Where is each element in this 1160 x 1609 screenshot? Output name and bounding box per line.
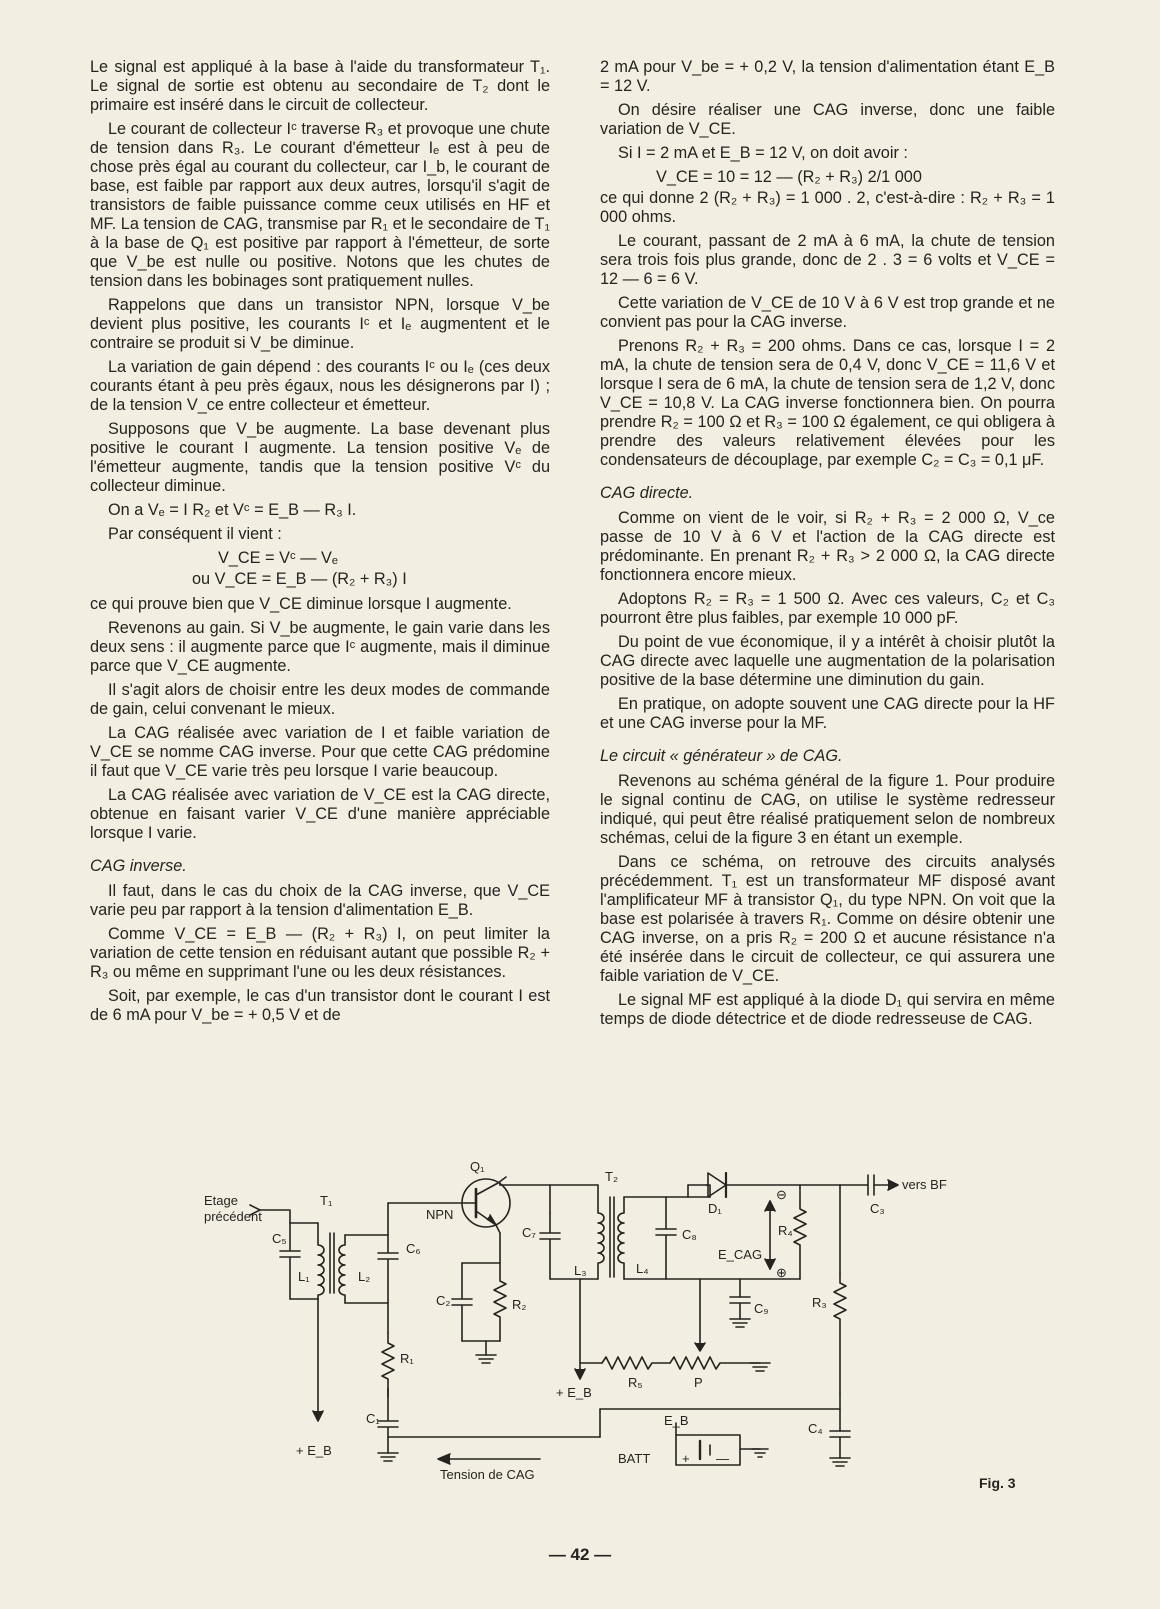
arrow-down-icon — [765, 1259, 775, 1269]
label-l1: L₁ — [298, 1269, 310, 1284]
equation: On a Vₑ = I R₂ et Vᶜ = E_B — R₃ I. — [108, 501, 357, 519]
paragraph: Le courant de collecteur Iᶜ traverse R₃ et provoque une chute de tension dans R₃. Le courant d'émetteur Iₑ est à peu de chose près égal au courant du collecteur, car I_b, le courant de base, est faible par rapport aux deux autres, lorsqu'il s'agit de transistors de faible puissance comme ceux utilisés en HF et MF. La tension de CAG, transmise par R₁ et le secondaire de T₁ à la base de Q₁ est positive par rapport à l'émetteur, de sorte que V_be est nulle ou positive. Notons que les chutes de tension dans les bobinages sont pratiquement nulles. — [90, 120, 550, 290]
label-c6: C₆ — [406, 1241, 421, 1256]
inductor-l1 — [318, 1223, 324, 1299]
paragraph: Comme V_CE = E_B — (R₂ + R₃) I, on peut limiter la variation de cette tension en réduisant autant que possible R₂ + R₃ ou même en supprimant l'une ou les deux résistances. — [90, 925, 550, 981]
paragraph: Il faut, dans le cas du choix de la CAG inverse, que V_CE varie peu par rapport à la tension d'alimentation E_B. — [90, 882, 550, 919]
arrow-down-icon — [575, 1369, 585, 1379]
label-c2: C₂ — [436, 1293, 451, 1308]
equation: ou V_CE = E_B — (R₂ + R₃) I — [192, 570, 407, 588]
capacitor-c2 — [452, 1263, 472, 1341]
transistor-emitter — [476, 1211, 500, 1233]
paragraph: La CAG réalisée avec variation de V_CE est la CAG directe, obtenue en faisant varier V_CE d'une manière appréciable lorsque I varie. — [90, 786, 550, 842]
paragraph: Le signal MF est appliqué à la diode D₁ qui servira en même temps de diode détectrice et de diode redresseuse de CAG. — [600, 991, 1055, 1028]
paragraph: Dans ce schéma, on retrouve des circuits analysés précédemment. T₁ est un transformateur MF disposé avant l'amplificateur MF à transistor Q₁, du type NPN. On voit que la base est polarisée à travers R₁. Comme on désire obtenir une CAG inverse, on a pris R₂ = 200 Ω et aucune résistance n'a été insérée dans le circuit de collecteur, ce qui assurera une faible variation de V_CE. — [600, 853, 1055, 985]
resistor-r3 — [834, 1273, 846, 1393]
output-arrow-icon — [888, 1180, 898, 1190]
resistor-r1 — [382, 1333, 394, 1389]
ground-icon — [750, 1363, 770, 1371]
label-c3: C₃ — [870, 1201, 885, 1216]
wire — [260, 1210, 290, 1223]
label-tension-cag: Tension de CAG — [440, 1467, 535, 1482]
capacitor-c6 — [378, 1235, 398, 1303]
text-column-right — [600, 58, 1055, 1034]
paragraph: Rappelons que dans un transistor NPN, lorsque V_be devient plus positive, les courants Iᶜ et Iₑ augmentent et le contraire se produit si V_be diminue. — [90, 296, 550, 352]
arrow-left-icon — [438, 1454, 450, 1464]
potentiometer-p — [670, 1357, 760, 1369]
paragraph: Revenons au gain. Si V_be augmente, le gain varie dans les deux sens : il augmente parce que Iᶜ augmente, mais il diminue parce que V_CE augmente. — [90, 619, 550, 675]
paragraph: Adoptons R₂ = R₃ = 1 500 Ω. Avec ces valeurs, C₂ et C₃ pourront être plus faibles, par exemple 10 000 pF. — [600, 590, 1055, 627]
label-minus-sign: ⊖ — [776, 1187, 787, 1202]
label-r4: R₄ — [778, 1223, 793, 1238]
resistor-r5 — [602, 1357, 670, 1369]
paragraph: En pratique, on adopte souvent une CAG directe pour la HF et une CAG inverse pour la MF. — [600, 695, 1055, 732]
label-plus-sign: ⊕ — [776, 1265, 787, 1280]
paragraph: Soit, par exemple, le cas d'un transistor dont le courant I est de 6 mA pour V_be = + 0,5 V et de — [90, 987, 550, 1024]
equation: V_CE = 10 = 12 — (R₂ + R₃) 2/1 000 — [656, 168, 922, 186]
label-r5: R₅ — [628, 1375, 643, 1390]
arrow-up-icon — [765, 1201, 775, 1211]
ground-icon — [752, 1449, 768, 1457]
paragraph: ce qui prouve bien que V_CE diminue lorsque I augmente. — [90, 595, 512, 613]
figure-caption: Fig. 3 — [979, 1475, 1016, 1491]
label-r2: R₂ — [512, 1297, 527, 1312]
label-c1: C₁ — [366, 1411, 380, 1426]
label-c9: C₉ — [754, 1301, 769, 1316]
paragraph: On désire réaliser une CAG inverse, donc une faible variation de V_CE. — [600, 101, 1055, 138]
label-npn: NPN — [426, 1207, 454, 1222]
paragraph: Il s'agit alors de choisir entre les deux modes de commande de gain, celui convenant le mieux. — [90, 681, 550, 718]
paragraph: Prenons R₂ + R₃ = 200 ohms. Dans ce cas, lorsque I = 2 mA, la chute de tension sera de 0,4 V, donc V_CE = 11,6 V et lorsque I sera de 6 mA, la chute de tension sera de 1,2 V, donc V_CE = 10,8 V. La CAG inverse fonctionnera bien. On pourra prendre R₂ = 100 Ω et R₃ = 100 Ω également, ce qui obligera à prendre des valeurs relativement élevées pour les condensateurs de découplage, par exemple C₂ = C₃ = 0,1 μF. — [600, 337, 1055, 469]
capacitor-c8 — [656, 1197, 676, 1279]
inductor-l2 — [339, 1235, 345, 1303]
capacitor-c7 — [540, 1213, 560, 1279]
ground-icon — [378, 1453, 398, 1461]
label-eb-batt: E_B — [664, 1413, 689, 1428]
paragraph: Le signal est appliqué à la base à l'aide du transformateur T₁. Le signal de sortie est obtenu au secondaire de T₂ dont le primaire est inséré dans le circuit de collecteur. — [90, 58, 550, 114]
label-c7: C₇ — [522, 1225, 536, 1240]
resistor-r2 — [494, 1263, 506, 1341]
label-r3: R₃ — [812, 1295, 827, 1310]
paragraph: Le courant, passant de 2 mA à 6 mA, la chute de tension sera trois fois plus grande, donc de 2 . 3 = 6 volts et V_CE = 12 — 6 = 6 V. — [600, 232, 1055, 288]
text-column-left — [90, 58, 550, 1030]
paragraph: Par conséquent il vient : — [108, 525, 282, 543]
equation: V_CE = Vᶜ — Vₑ — [218, 549, 338, 567]
capacitor-c1 — [378, 1389, 398, 1453]
paragraph: La variation de gain dépend : des courants Iᶜ ou Iₑ (ces deux courants étant à peu près égaux, nous les désignerons par I) ; de la tension V_ce entre collecteur et émetteur. — [90, 358, 550, 414]
paragraph: ce qui donne 2 (R₂ + R₃) = 1 000 . 2, c'est-à-dire : R₂ + R₃ = 1 000 ohms. — [600, 189, 1055, 226]
label-batt-plus: + — [682, 1451, 690, 1466]
capacitor-c4 — [830, 1431, 850, 1458]
circuit-schematic — [200, 1159, 1000, 1523]
label-etage: Etage — [204, 1193, 238, 1208]
label-l3: L₃ — [574, 1263, 587, 1278]
capacitor-c9 — [730, 1297, 750, 1319]
label-q1: Q₁ — [470, 1159, 485, 1174]
label-eb-mid: + E_B — [556, 1385, 592, 1400]
section-heading: Le circuit « générateur » de CAG. — [600, 747, 843, 765]
label-d1: D₁ — [708, 1201, 722, 1216]
label-l4: L₄ — [636, 1261, 649, 1276]
label-c4: C₄ — [808, 1421, 823, 1436]
label-eb-left: + E_B — [296, 1443, 332, 1458]
ground-icon — [830, 1458, 850, 1466]
ground-icon — [476, 1355, 496, 1363]
inductor-l4 — [618, 1197, 624, 1279]
paragraph: Supposons que V_be augmente. La base devenant plus positive le courant I augmente. La tension positive Vₑ de l'émetteur augmente, tandis que la tension positive Vᶜ du collecteur diminue. — [90, 420, 550, 495]
label-c5: C₅ — [272, 1231, 287, 1246]
section-heading: CAG directe. — [600, 484, 694, 502]
section-heading: CAG inverse. — [90, 857, 187, 875]
label-vers-bf: vers BF — [902, 1177, 947, 1192]
arrow-down-icon — [313, 1411, 323, 1421]
label-t1: T₁ — [320, 1193, 333, 1208]
label-c8: C₈ — [682, 1227, 697, 1242]
ground-icon — [730, 1319, 750, 1327]
paragraph: La CAG réalisée avec variation de I et faible variation de V_CE se nomme CAG inverse. Pour que cette CAG prédomine il faut que V_CE varie très peu lorsque I varie beaucoup. — [90, 724, 550, 780]
label-l2: L₂ — [358, 1269, 371, 1284]
label-p: P — [694, 1375, 703, 1390]
emitter-arrow-icon — [487, 1215, 496, 1225]
resistor-r4 — [794, 1203, 806, 1279]
label-t2: T₂ — [605, 1169, 618, 1184]
paragraph: Si I = 2 mA et E_B = 12 V, on doit avoir : — [618, 144, 908, 162]
potentiometer-wiper-icon — [695, 1343, 705, 1351]
paragraph: Comme on vient de le voir, si R₂ + R₃ = 2 000 Ω, V_ce passe de 10 V à 6 V et l'action de la CAG directe est prédominante. En prenant R₂ + R₃ > 2 000 Ω, la CAG directe fonctionnera encore mieux. — [600, 509, 1055, 584]
label-r1: R₁ — [400, 1351, 414, 1366]
paragraph: Du point de vue économique, il y a intérêt à choisir plutôt la CAG directe avec laquelle une augmentation de la polarisation positive de la base détermine une diminution du gain. — [600, 633, 1055, 689]
paragraph: 2 mA pour V_be = + 0,2 V, la tension d'alimentation étant E_B = 12 V. — [600, 58, 1055, 95]
label-batt: BATT — [618, 1451, 651, 1466]
paragraph: Cette variation de V_CE de 10 V à 6 V est trop grande et ne convient pas pour la CAG inverse. — [600, 294, 1055, 331]
paragraph: Revenons au schéma général de la figure 1. Pour produire le signal continu de CAG, on utilise le système redresseur indiqué, qui peut être réalisé pratiquement selon de nombreux schémas, celui de la figure 3 en étant un exemple. — [600, 772, 1055, 847]
label-precedent: précédent — [204, 1209, 262, 1224]
inductor-l3 — [598, 1185, 604, 1279]
label-batt-minus: — — [716, 1451, 729, 1466]
label-ecag: E_CAG — [718, 1247, 763, 1262]
page-number: — 42 — — [548, 1545, 612, 1564]
